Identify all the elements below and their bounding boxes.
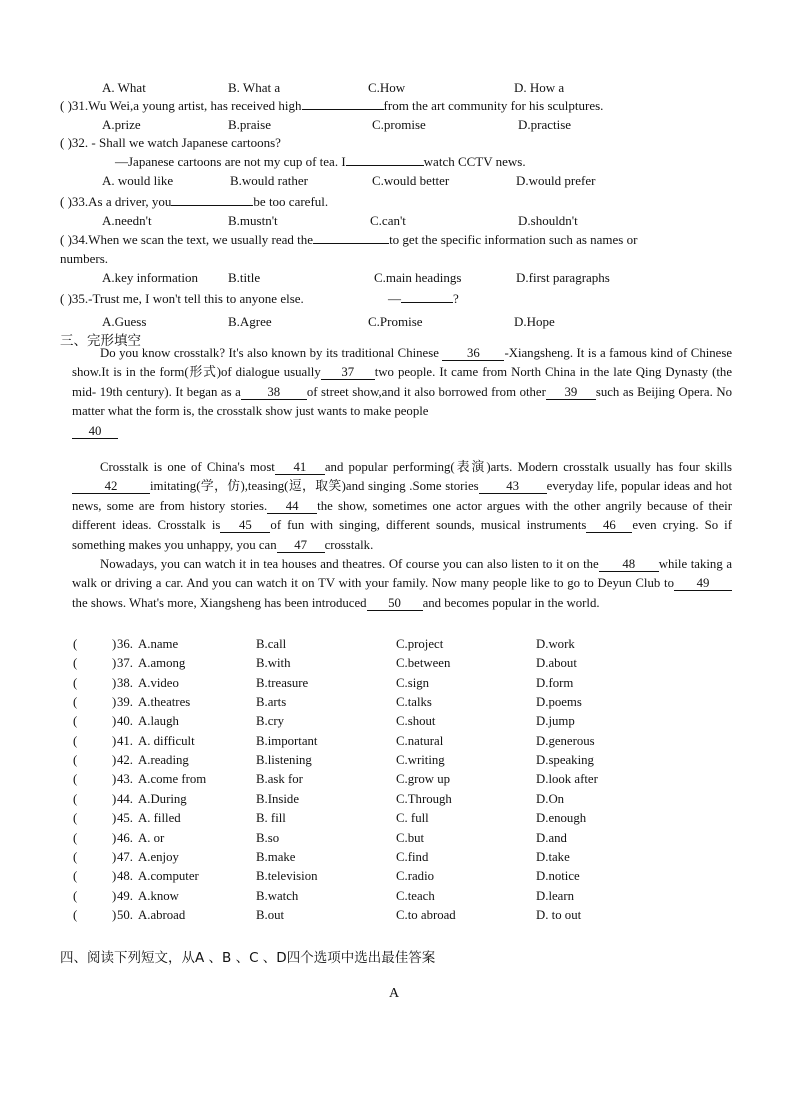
blank-48[interactable]: 48 bbox=[599, 558, 659, 572]
blank-45[interactable]: 45 bbox=[220, 519, 270, 533]
answer-paren[interactable]: ( bbox=[73, 637, 78, 651]
section4-title: 四、阅读下列短文，从A 、B 、C 、D四个选项中选出最佳答案 bbox=[60, 950, 436, 966]
answer-paren[interactable]: ( bbox=[73, 695, 78, 710]
q31-blank[interactable] bbox=[302, 109, 384, 110]
q32-stem bbox=[60, 135, 281, 151]
q31-stem bbox=[60, 98, 603, 114]
option-c: C.teach bbox=[396, 888, 435, 903]
passage-text: Do you know crosstalk? It's also known by its traditional Chinese bbox=[100, 346, 439, 360]
option-c: C.to abroad bbox=[396, 907, 456, 922]
option-a: A.enjoy bbox=[138, 849, 179, 864]
q32-reply-end: watch CCTV news. bbox=[423, 154, 526, 169]
option-d: D.look after bbox=[536, 772, 598, 787]
answer-paren[interactable]: ) bbox=[112, 888, 117, 903]
passage-text: of fun with singing, different sounds, musical instruments bbox=[270, 518, 587, 533]
q30-option-d: D. How a bbox=[514, 80, 565, 95]
option-d: D.notice bbox=[536, 869, 580, 884]
passage-text: Nowadays, you can watch it in tea houses and theatres. Of course you can also listen to it on the bbox=[100, 557, 599, 571]
option-d: D.speaking bbox=[536, 753, 594, 768]
q31-option-b: B.praise bbox=[228, 117, 271, 132]
q35-reply-dash: — bbox=[388, 291, 401, 306]
option-d: D.work bbox=[536, 637, 575, 651]
q33-stem-text: 33.As a driver, you bbox=[71, 194, 172, 209]
question-number: 43. bbox=[117, 772, 133, 787]
q34-option-d: D.first paragraphs bbox=[516, 270, 610, 285]
q33-blank[interactable] bbox=[171, 205, 253, 206]
q32-reply bbox=[115, 154, 526, 170]
blank-41[interactable]: 41 bbox=[275, 461, 325, 475]
option-b: B.television bbox=[256, 869, 318, 884]
option-a: A.come from bbox=[138, 772, 207, 787]
option-b: B.important bbox=[256, 733, 318, 748]
q30-option-a: A. What bbox=[102, 80, 146, 95]
answer-paren[interactable]: ( ) bbox=[60, 194, 72, 209]
option-d: D.form bbox=[536, 675, 574, 690]
answer-paren[interactable]: ( bbox=[73, 656, 78, 671]
option-d: D.about bbox=[536, 656, 577, 671]
part-label: A bbox=[389, 986, 400, 1001]
passage-text: two people. It came from North China in the late Qing Dynasty (the mid- 19th century). It began as a bbox=[72, 365, 732, 399]
answer-paren[interactable]: ( bbox=[73, 791, 78, 806]
option-b: B.Inside bbox=[256, 791, 300, 806]
blank-36[interactable]: 36 bbox=[442, 347, 504, 361]
passage-text: Crosstalk is one of China's most bbox=[100, 460, 275, 474]
question-number: 49. bbox=[117, 888, 133, 903]
q32-option-a: A. would like bbox=[102, 173, 174, 188]
answer-paren[interactable]: ) bbox=[112, 772, 117, 787]
q32-option-d: D.would prefer bbox=[516, 173, 596, 188]
answer-paren[interactable]: ) bbox=[112, 753, 117, 768]
question-number: 46. bbox=[117, 830, 133, 845]
q31-option-c: C.promise bbox=[372, 117, 426, 132]
q35-option-b: B.Agree bbox=[228, 314, 272, 329]
option-b: B.ask for bbox=[256, 772, 303, 787]
q35-stem bbox=[60, 291, 304, 307]
option-d: D.generous bbox=[536, 733, 595, 748]
option-b: B.so bbox=[256, 830, 280, 845]
q34-option-b: B.title bbox=[228, 270, 261, 285]
q31-stem-end: from the art community for his sculptures. bbox=[383, 98, 604, 113]
option-a: A. difficult bbox=[138, 733, 195, 748]
q34-stem bbox=[60, 232, 637, 248]
option-a: A.reading bbox=[138, 753, 189, 768]
question-number: 47. bbox=[117, 849, 133, 864]
question-number: 41. bbox=[117, 733, 133, 748]
option-a: A.theatres bbox=[138, 695, 191, 710]
blank-39[interactable]: 39 bbox=[546, 386, 596, 400]
question-number: 39. bbox=[117, 695, 133, 710]
blank-37[interactable]: 37 bbox=[321, 366, 375, 380]
q30-option-c: C.How bbox=[368, 80, 406, 95]
passage-text: -Xiangsheng. It is a famous kind of Chinese show.It is in the form(形式)of dialogue usually bbox=[72, 346, 733, 380]
passage-text: everyday life, popular ideas and hot news, some are from history stories. bbox=[72, 479, 733, 513]
option-b: B.treasure bbox=[256, 675, 309, 690]
passage-text: crosstalk. bbox=[324, 537, 374, 552]
answer-paren[interactable]: ) bbox=[112, 714, 117, 729]
blank-50[interactable]: 50 bbox=[367, 597, 423, 611]
option-c: C.between bbox=[396, 656, 451, 671]
option-c: C.writing bbox=[396, 753, 445, 768]
q34-blank[interactable] bbox=[313, 243, 389, 244]
option-b: B.cry bbox=[256, 714, 285, 729]
blank-43[interactable]: 43 bbox=[479, 480, 547, 494]
answer-paren[interactable]: ) bbox=[112, 733, 117, 748]
option-c: C. full bbox=[396, 811, 429, 826]
option-a: A.computer bbox=[138, 869, 199, 884]
option-b: B.watch bbox=[256, 888, 299, 903]
passage-paragraph-3 bbox=[72, 555, 732, 613]
q33-stem bbox=[60, 194, 328, 210]
q33-option-c: C.can't bbox=[370, 213, 406, 228]
blank-42[interactable]: 42 bbox=[72, 480, 150, 494]
option-c: C.find bbox=[396, 849, 429, 864]
option-a: A.laugh bbox=[138, 714, 179, 729]
answer-paren[interactable]: ( ) bbox=[60, 135, 72, 150]
answer-paren[interactable]: ) bbox=[112, 907, 117, 922]
q31-option-d: D.practise bbox=[518, 117, 572, 132]
q31-stem-text: 31.Wu Wei,a young artist, has received high bbox=[71, 98, 302, 113]
option-d: D.On bbox=[536, 791, 565, 806]
answer-paren[interactable]: ) bbox=[112, 830, 117, 845]
answer-paren[interactable]: ( bbox=[73, 675, 78, 690]
passage-text: the show, sometimes one actor argues with the other angrily because of their different ideas. Crosstalk is bbox=[72, 498, 732, 533]
q33-stem-end: be too careful. bbox=[253, 194, 329, 209]
answer-paren[interactable]: ( bbox=[73, 714, 78, 729]
answer-paren[interactable]: ( bbox=[73, 907, 78, 922]
option-d: D. to out bbox=[536, 907, 582, 922]
option-a: A.among bbox=[138, 656, 186, 671]
q34-stem-text: 34.When we scan the text, we usually read the bbox=[71, 232, 314, 247]
question-number: 36. bbox=[117, 637, 133, 651]
blank-38[interactable]: 38 bbox=[241, 386, 307, 400]
q34-stem-end: to get the specific information such as names or bbox=[389, 232, 638, 247]
answer-paren[interactable]: ( ) bbox=[60, 98, 72, 113]
q32-blank[interactable] bbox=[346, 165, 424, 166]
answer-paren[interactable]: ( bbox=[73, 869, 78, 884]
passage-text: and becomes popular in the world. bbox=[422, 595, 600, 610]
q32-option-c: C.would better bbox=[372, 173, 450, 188]
blank-44[interactable]: 44 bbox=[267, 500, 317, 514]
q35-blank[interactable] bbox=[401, 302, 453, 303]
passage-text: and popular performing(表演)arts. Modern crosstalk usually has four skills bbox=[324, 460, 732, 474]
answer-paren[interactable]: ) bbox=[112, 695, 117, 710]
option-b: B. fill bbox=[256, 811, 286, 826]
passage-text: even crying. So if something makes you unhappy, you can bbox=[72, 518, 732, 552]
option-b: B.call bbox=[256, 637, 287, 651]
question-number: 45. bbox=[117, 811, 133, 826]
blank-46[interactable]: 46 bbox=[586, 519, 632, 533]
q32-reply-text: —Japanese cartoons are not my cup of tea. I bbox=[115, 154, 346, 169]
answer-paren[interactable]: ) bbox=[112, 869, 117, 884]
q34-option-c: C.main headings bbox=[374, 270, 462, 285]
answer-paren[interactable]: ) bbox=[112, 849, 117, 864]
q35-option-c: C.Promise bbox=[368, 314, 423, 329]
option-c: C.sign bbox=[396, 675, 430, 690]
q34-stem-cont: numbers. bbox=[60, 251, 109, 266]
q35-option-d: D.Hope bbox=[514, 314, 555, 329]
option-b: B.make bbox=[256, 849, 296, 864]
option-a: A.video bbox=[138, 675, 179, 690]
option-b: B.listening bbox=[256, 753, 312, 768]
q35-reply bbox=[388, 291, 459, 307]
q33-option-d: D.shouldn't bbox=[518, 213, 578, 228]
question-number: 48. bbox=[117, 869, 133, 884]
blank-47[interactable]: 47 bbox=[277, 539, 325, 553]
option-b: B.arts bbox=[256, 695, 287, 710]
option-d: D.poems bbox=[536, 695, 582, 710]
answer-paren[interactable]: ( ) bbox=[60, 291, 72, 306]
passage-text: such as Beijing Opera. No matter what the form is, the crosstalk show just wants to make people bbox=[72, 384, 732, 419]
answer-paren[interactable]: ( bbox=[73, 849, 78, 864]
answer-paren[interactable]: ) bbox=[112, 811, 117, 826]
answer-paren[interactable]: ) bbox=[112, 656, 117, 671]
q32-stem-text: 32. - Shall we watch Japanese cartoons? bbox=[71, 135, 281, 150]
q33-option-b: B.mustn't bbox=[228, 213, 278, 228]
passage-text: imitating(学，仿),teasing(逗，取笑)and singing .Some stories bbox=[150, 479, 479, 494]
option-c: C.Through bbox=[396, 791, 452, 806]
question-number: 38. bbox=[117, 675, 133, 690]
option-d: D.enough bbox=[536, 811, 587, 826]
passage-text: of street show,and it also borrowed from other bbox=[306, 384, 546, 399]
option-c: C.natural bbox=[396, 733, 444, 748]
option-c: C.shout bbox=[396, 714, 436, 729]
option-d: D.take bbox=[536, 849, 570, 864]
option-d: D.learn bbox=[536, 888, 575, 903]
answer-paren[interactable]: ( bbox=[73, 733, 78, 748]
q32-option-b: B.would rather bbox=[230, 173, 308, 188]
q35-option-a: A.Guess bbox=[102, 314, 147, 329]
answer-paren[interactable]: ( bbox=[73, 772, 78, 787]
blank-40[interactable]: 40 bbox=[72, 425, 118, 439]
answer-paren[interactable]: ( bbox=[73, 888, 78, 903]
section3-title: 三、完形填空 bbox=[60, 333, 141, 349]
option-a: A.During bbox=[138, 791, 187, 806]
answer-paren[interactable]: ) bbox=[112, 637, 117, 651]
option-d: D.jump bbox=[536, 714, 575, 729]
option-a: A.abroad bbox=[138, 907, 186, 922]
answer-paren[interactable]: ) bbox=[112, 675, 117, 690]
option-a: A. or bbox=[138, 830, 165, 845]
option-a: A. filled bbox=[138, 811, 181, 826]
answer-paren[interactable]: ( bbox=[73, 830, 78, 845]
answer-paren[interactable]: ) bbox=[112, 791, 117, 806]
answer-paren[interactable]: ( ) bbox=[60, 232, 72, 247]
option-b: B.out bbox=[256, 907, 285, 922]
q35-stem-text: 35.-Trust me, I won't tell this to anyone else. bbox=[71, 291, 304, 306]
question-number: 50. bbox=[117, 907, 133, 922]
blank-49[interactable]: 49 bbox=[674, 577, 732, 591]
question-number: 44. bbox=[117, 791, 133, 806]
answer-paren[interactable]: ( bbox=[73, 811, 78, 826]
option-c: C.but bbox=[396, 830, 425, 845]
option-c: C.grow up bbox=[396, 772, 451, 787]
q34-option-a: A.key information bbox=[102, 270, 199, 285]
option-c: C.radio bbox=[396, 869, 435, 884]
question-number: 37. bbox=[117, 656, 133, 671]
q35-reply-end: ? bbox=[453, 291, 459, 306]
passage-paragraph-2 bbox=[72, 458, 732, 555]
passage-paragraph-1 bbox=[72, 344, 732, 441]
question-number: 42. bbox=[117, 753, 133, 768]
option-c: C.project bbox=[396, 637, 444, 651]
option-d: D.and bbox=[536, 830, 567, 845]
answer-paren[interactable]: ( bbox=[73, 753, 78, 768]
q31-option-a: A.prize bbox=[102, 117, 141, 132]
question-number: 40. bbox=[117, 714, 133, 729]
passage-text: while taking a walk or driving a car. And you can watch it on TV with your family. Now many people like to go to Deyun Club to bbox=[72, 557, 732, 591]
option-b: B.with bbox=[256, 656, 291, 671]
q30-option-b: B. What a bbox=[228, 80, 281, 95]
option-c: C.talks bbox=[396, 695, 432, 710]
option-a: A.know bbox=[138, 888, 179, 903]
passage-text: the shows. What's more, Xiangsheng has been introduced bbox=[72, 595, 367, 610]
q33-option-a: A.needn't bbox=[102, 213, 152, 228]
option-a: A.name bbox=[138, 637, 179, 651]
